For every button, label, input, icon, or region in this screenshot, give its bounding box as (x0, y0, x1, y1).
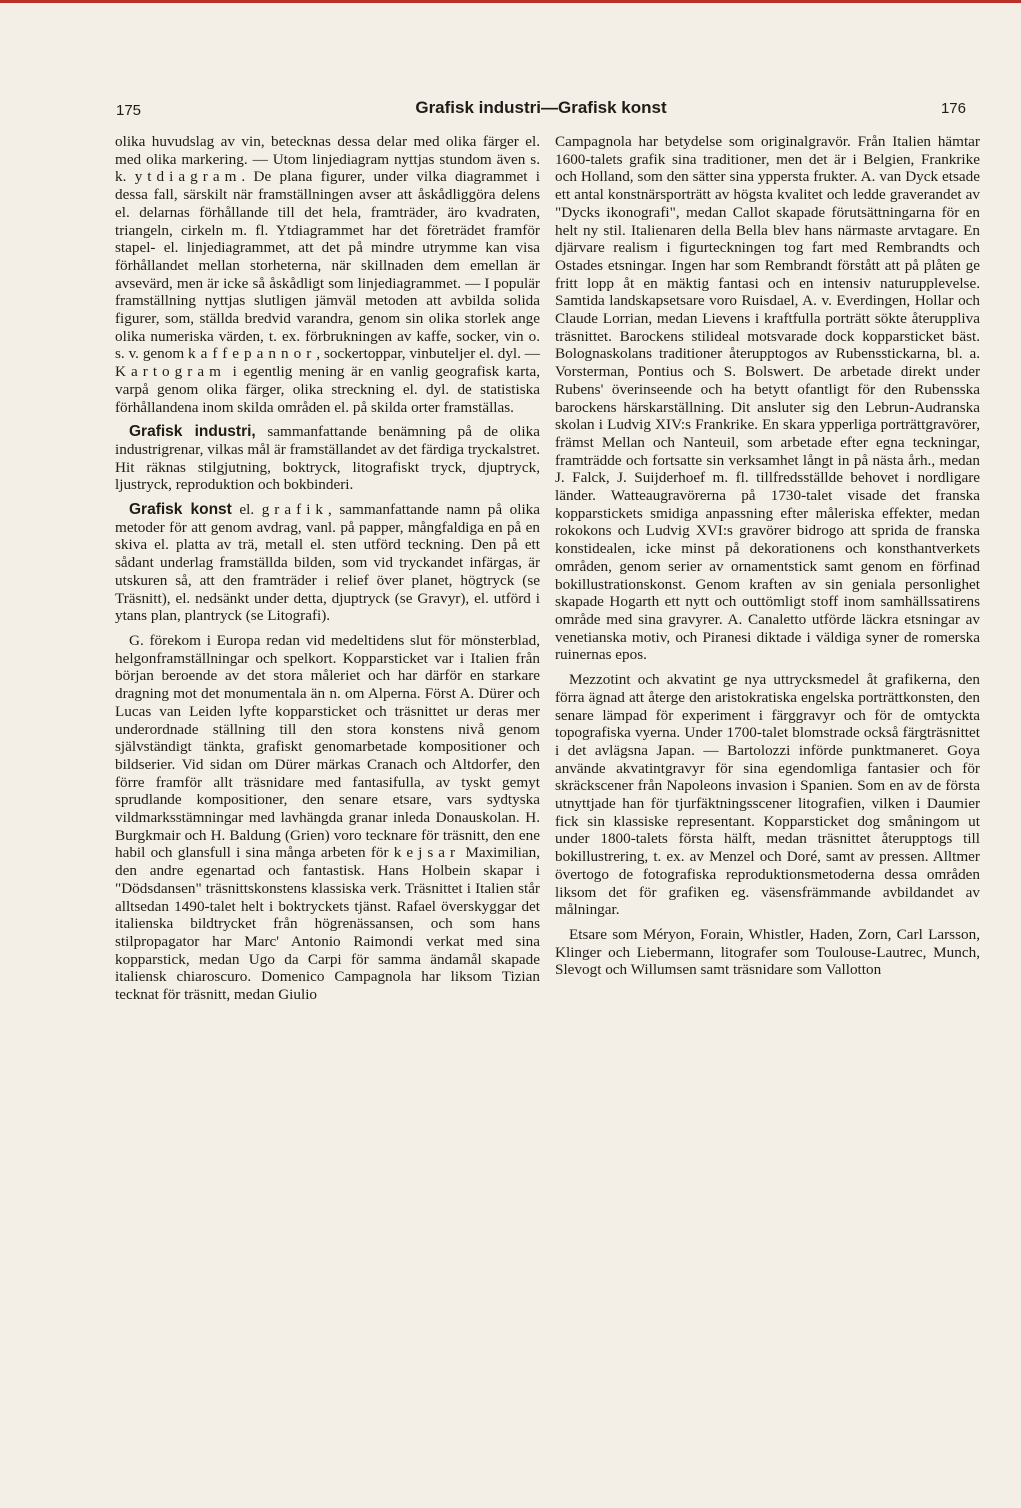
entry-grafisk-konst: Grafisk konst el. grafik, sammanfattande namn på olika metoder för att genom avdrag, vanl. på papper, mångfaldiga en på en skiva el. platta av trä, metall el. sten utförd teckning. Den på ett sådant underlag framställda bilden, som vid tryckandet infärgas, är utskuren så, att den framträder i relief över planet, högtryck (se Träsnitt), el. nedsänkt under detta, djuptryck (se Gravyr), el. utförd i ytans plan, plantryck (se Litografi). (115, 501, 541, 625)
running-title: Grafisk industri—Grafisk konst (415, 98, 667, 117)
term-grafik: grafik (261, 501, 329, 519)
paragraph-history: G. förekom i Europa redan vid medeltidens slut för mönsterblad, helgonframställningar och spelkort. Kopparsticket var i Italien från början beroende av det stora måleriet och har därför en starkare dragning mot det monumentala än n. om Alperna. Först A. Dürer och Lucas van Leiden lyfte kopparsticket och träsnittet ur deras mer underordnade ställning till den stora konstens nivå genom självständigt tänkta, grafiskt genomarbetade kompositioner och bildserier. Vid sidan om Dürer märkas Cranach och Altdorfer, den förre framför allt träsnidare med fantasifulla, av tyskt gemyt sprudlande kompositioner, den senare etsare, vars sydtyska vildmarksstämningar med lavhängda granar inleda Donauskolan. H. Burgkmair och H. Baldung (Grien) voro tecknare för träsnitt, den ene habil och glansfull i sina många arbeten för kejsar Maximilian, den andre egenartad och fantastisk. Hans Holbein skapar i "Dödsdansen" träsnittskonstens klassiska verk. Träsnittet i Italien står alltsedan 1490-talet helt i boktryckets tjänst. Rafael överskyggar det italienska bildtrycket från högrenässansen, och som hans stilpropagator har Marc' Antonio Raimondi verkat med sina kopparstick, medan Ugo da Carpi för samma ändamål skapade italiensk chiaroscuro. Domenico Campagnola har liksom Tizian tecknat för träsnitt, medan Giulio (115, 631, 540, 1004)
term-ytdiagram: ytdiagram (134, 168, 242, 186)
left-column (115, 133, 540, 1011)
paragraph-mezzotint: Mezzotint och akvatint ge nya uttrycksmedel åt grafikerna, den förra ägnad att återge den aristokratiska engelska porträttkonsten, den senare lämpad för experiment i färggravyr och för de omtyckta topografiska vyerna. Under 1700-talet blomstrade också färgträsnittet i det avlägsna Japan. — Bartolozzi införde punktmaneret. Goya använde akvatintgravyr för sina egendomliga fantasier och för skräckscener från Napoleons invasion i Spanien. Som en av de första utnyttjade han för tjurfäktningsscener litografien, vilken i Daumier fick sin klassiske representant. Kopparsticket dog småningom ut under 1800-talets första hälft, medan träsnittet återupptogs till bokillustrering, t. ex. av Menzel och Doré, samt av pressen. Alltmer övertogo de fotografiska reproduktionsmetoderna dessa områden liksom det för grafiken eg. väsensfrämmande avbildandet av målningar. (555, 671, 980, 919)
page-number-left: 175 (116, 102, 142, 119)
top-border-rule (0, 0, 1021, 3)
right-column (555, 133, 980, 986)
headword-grafisk-konst: Grafisk konst (129, 501, 232, 519)
entry-grafisk-industri: Grafisk industri, sammanfattande benämning på de olika industrigrenar, vilkas mål är framställandet av det färdiga tryckalstret. Hit räknas stilgjutning, boktryck, litografiskt tryck, djuptryck, ljustryck, reproduktion och bokbinderi. (115, 423, 540, 494)
term-kartogram: Kartogram (115, 363, 226, 381)
paragraph-history-continued: Campagnola har betydelse som originalgravör. Från Italien hämtar 1600-talets grafik sina traditioner, men det är i Belgien, Frankrike och Holland, som den sätter sina yppersta frukter. A. van Dyck etsade ett antal konstnärsporträtt av högsta kvalitet och ledde graverandet av "Dycks ikonografi", medan Callot skapade förutsättningarna för en helt ny stil. Italienaren della Bella blev hans närmaste arvtagare. En djärvare realism i figurteckningen tog fart med Rembrandts och Ostades etsningar. Ingen har som Rembrandt förstått att på plåten ge fritt lopp åt en mäktig fantasi och en intensiv naturupplevelse. Samtida landskapsetsare voro Ruisdael, A. v. Everdingen, Hollar och Claude Lorrian, medan Lievens i kraftfulla porträtt sökte återuppliva träsnittet. Barockens stilideal motsvarade dock kopparsticket bäst. Bolognaskolans traditioner återupptogos av Rubensstickarna, bl. a. Vorsterman, Pontius och S. Bolswert. De arbetade direkt under Rubens' överinseende och ha betytt ofantligt för den Rubensska barockens härskarställning. Dit ansluter sig den Lebrun-Audranska skolan i Ludvig XIV:s Frankrike. En skara ypperliga porträttgravörer, främst Mellan och Nanteuil, som arbetade efter egna teckningar, framträdde och fortsatte sin verksamhet långt in på nästa årh., medan J. Falck, J. Suijderhoef m. fl. tillfredsställde behovet i nordligare länder. Watteaugravörerna på 1730-talet visade det franska kopparstickets smidiga anpassning efter måleriska effekter, medan rokokons och Ludvig XVI:s gravörer bidrogo att sprida de franska konstidealen, icke minst på dekorationens och konsthantverkets områden, genom serier av ornamentstick samt genom en förfinad bokillustrationskonst. Genom kraften av sin geniala personlighet skapade Hogarth ett nytt och outtömligt stoff inom samhällssatirens område med sina gravyrer. A. Canaletto utförde läckra etsningar av venetianska motiv, och Piranesi diktade i väldiga syner de romerska ruinernas epos. (555, 133, 980, 664)
term-kejsar: kejsar (393, 844, 461, 862)
term-kaffepannor: kaffepannor (188, 345, 317, 363)
page-number-right: 176 (940, 100, 966, 117)
headword-grafisk-industri: Grafisk industri, (129, 423, 256, 441)
paragraph-etsare: Etsare som Méryon, Forain, Whistler, Haden, Zorn, Carl Larsson, Klinger och Liebermann, litografer som Toulouse-Lautrec, Munch, Slevogt och Willumsen samt träsnidare som Vallotton (555, 925, 980, 979)
page-header (116, 98, 966, 124)
paragraph-diagram-continuation: olika huvudslag av vin, betecknas dessa delar med olika färger el. med olika markering. — Utom linjediagram nyttjas stundom även s. k. ytdiagram. De plana figurer, under vilka diagrammet i dessa fall, särskilt när framställningen avser att åskådliggöra delens el. delarnas förhållande till det hela, framträder, äro kvadraten, triangeln, cirkeln m. fl. Ytdiagrammet har det företrädet framför stapel- el. linjediagrammet, att det på mindre utrymme kan visa förhållandet mellan storheterna, när skillnaden dem emellan är avsevärd, men är icke så åskådligt som linjediagrammet. — I populär framställning nyttjas slutligen jämväl metoden att avbilda solida figurer, som, ställda bredvid varandra, genom sin olika storlek ange olika numeriska värden, t. ex. förbrukningen av kaffe, socker, vin o. s. v. genom kaffepannor, sockertoppar, vinbuteljer el. dyl. — Kartogram i egentlig mening är en vanlig geografisk karta, varpå genom olika färger, olika streckning el. dyl. de statistiska förhållandena inom skilda områden el. på skilda orter framställas. (115, 133, 541, 416)
